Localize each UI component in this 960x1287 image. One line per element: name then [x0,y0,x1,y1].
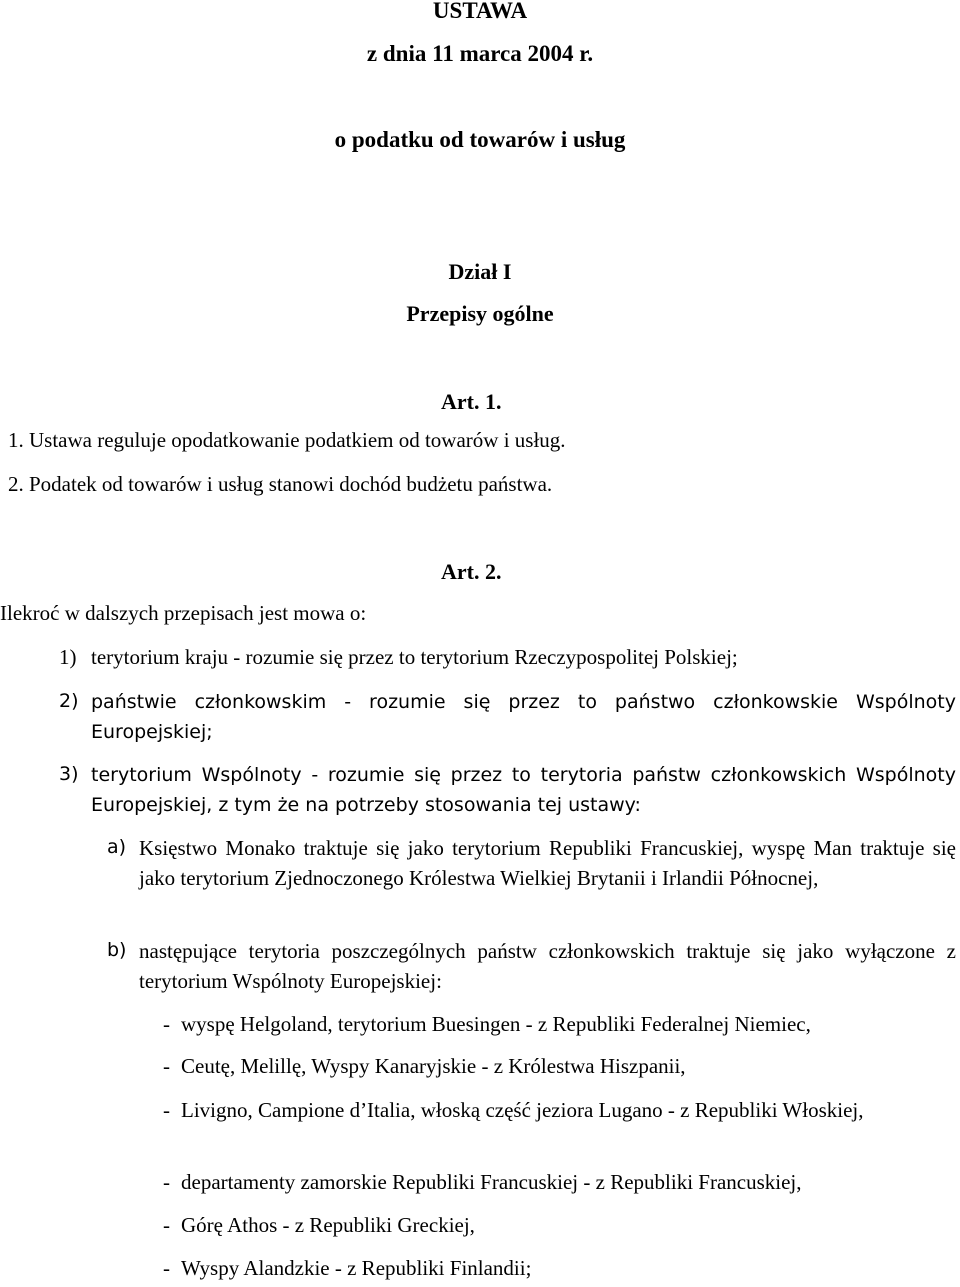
point-text: terytorium Wspólnoty - rozumie się przez to terytoria państw członkowskich Wspólnoty Europejskiej, z tym że na potrzeby stosowania tej ustawy: [91,764,956,816]
article-1-paragraph-1: 1. Ustawa reguluje opodatkowanie podatkiem od towarów i usług. [8,428,566,452]
dash-mark: - [163,1098,170,1122]
dash-item-text: Górę Athos - z Republiki Greckiej, [181,1213,475,1237]
subpoint-text: Księstwo Monako traktuje się jako terytorium Republiki Francuskiej, wyspę Man traktuje się jako terytorium Zjednoczonego Królestwa Wielkiej Brytanii i Irlandii Północnej, [139,836,956,890]
article-1-paragraph-2: 2. Podatek od towarów i usług stanowi dochód budżetu państwa. [8,472,553,496]
point-text: terytorium kraju - rozumie się przez to terytorium Rzeczypospolitej Polskiej; [91,645,738,669]
dash-item-text: Livigno, Campione d’Italia, włoską część jeziora Lugano - z Republiki Włoskiej, [181,1098,864,1122]
point-number: 3) [59,763,79,785]
dash-mark: - [163,1054,170,1078]
act-title: USTAWA [432,0,528,23]
article-1-heading: Art. 1. [441,389,502,414]
subpoint-letter: b) [107,939,127,961]
dash-item-text: wyspę Helgoland, terytorium Buesingen - z Republiki Federalnej Niemiec, [181,1012,811,1036]
article-2-heading: Art. 2. [441,559,502,584]
dash-mark: - [163,1170,170,1194]
subpoint-letter: a) [107,836,127,858]
point-text: państwie członkowskim - rozumie się przez to państwo członkowskie Wspólnoty Europejskiej; [91,691,956,743]
article-2-intro: Ilekroć w dalszych przepisach jest mowa o: [0,601,367,625]
dash-item-text: Ceutę, Melillę, Wyspy Kanaryjskie - z Królestwa Hiszpanii, [181,1054,686,1078]
point-number: 1) [59,645,77,669]
point-number: 2) [59,690,79,712]
act-subject: o podatku od towarów i usług [334,127,626,152]
subpoint-text: następujące terytoria poszczególnych państw członkowskich traktuje się jako wyłączone z terytorium Wspólnoty Europejskiej: [139,939,956,993]
dash-mark: - [163,1256,170,1280]
division-title: Przepisy ogólne [406,301,554,326]
dash-item-text: Wyspy Alandzkie - z Republiki Finlandii; [181,1256,532,1280]
division-heading: Dział I [448,259,512,284]
dash-mark: - [163,1213,170,1237]
dash-mark: - [163,1012,170,1036]
dash-item-text: departamenty zamorskie Republiki Francuskiej - z Republiki Francuskiej, [181,1170,802,1194]
act-date: z dnia 11 marca 2004 r. [366,41,594,66]
